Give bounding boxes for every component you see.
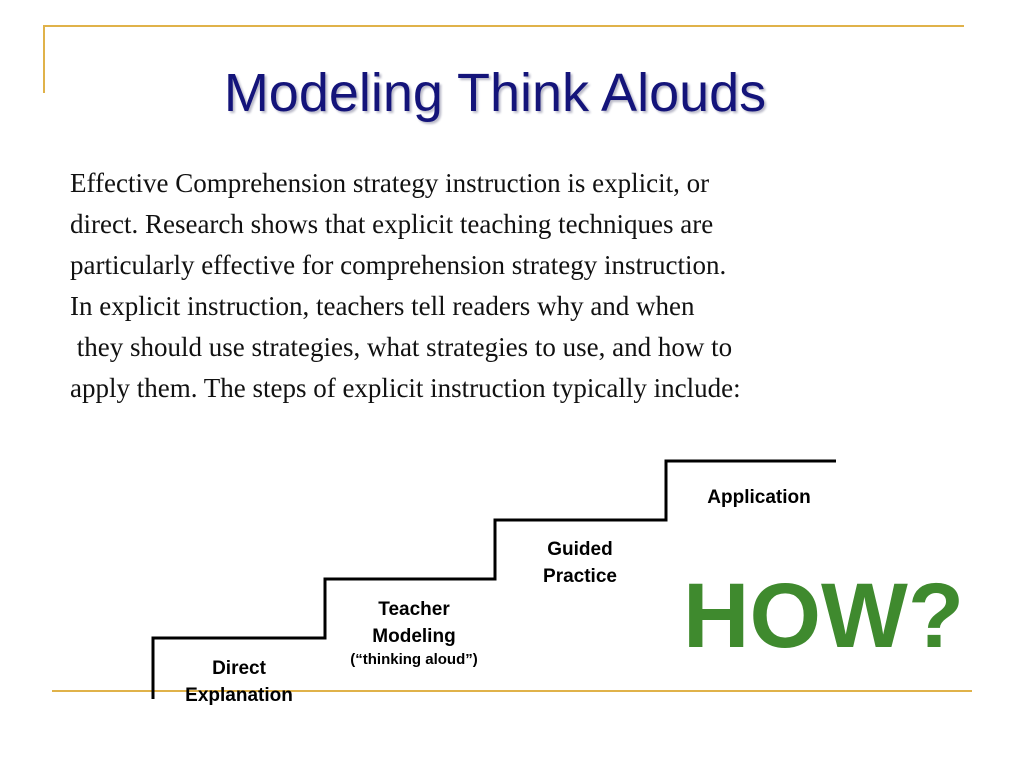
step-label-line1: Teacher [378, 599, 450, 620]
step-label-line2: Explanation [185, 685, 293, 706]
step-direct-explanation [160, 655, 318, 709]
how-question: HOW? [683, 565, 965, 667]
step-teacher-modeling [330, 596, 498, 670]
step-label-sub: (“thinking aloud”) [350, 651, 478, 668]
body-line: Effective Comprehension strategy instruction is explicit, or [70, 168, 710, 198]
step-guided-practice [500, 536, 660, 590]
body-line: apply them. The steps of explicit instruction typically include: [70, 373, 741, 403]
body-line: In explicit instruction, teachers tell readers why and when [70, 291, 695, 321]
step-label-line2: Modeling [372, 626, 456, 647]
body-line: direct. Research shows that explicit teaching techniques are [70, 209, 714, 239]
slide-title: Modeling Think Alouds [223, 63, 767, 123]
step-label-line1: Application [707, 487, 811, 508]
body-line: they should use strategies, what strategies to use, and how to [70, 332, 733, 362]
step-application [674, 484, 844, 511]
step-label-line1: Guided [547, 539, 613, 560]
step-label-line2: Practice [543, 566, 617, 587]
step-label-line1: Direct [212, 658, 266, 679]
body-line: particularly effective for comprehension strategy instruction. [70, 250, 727, 280]
